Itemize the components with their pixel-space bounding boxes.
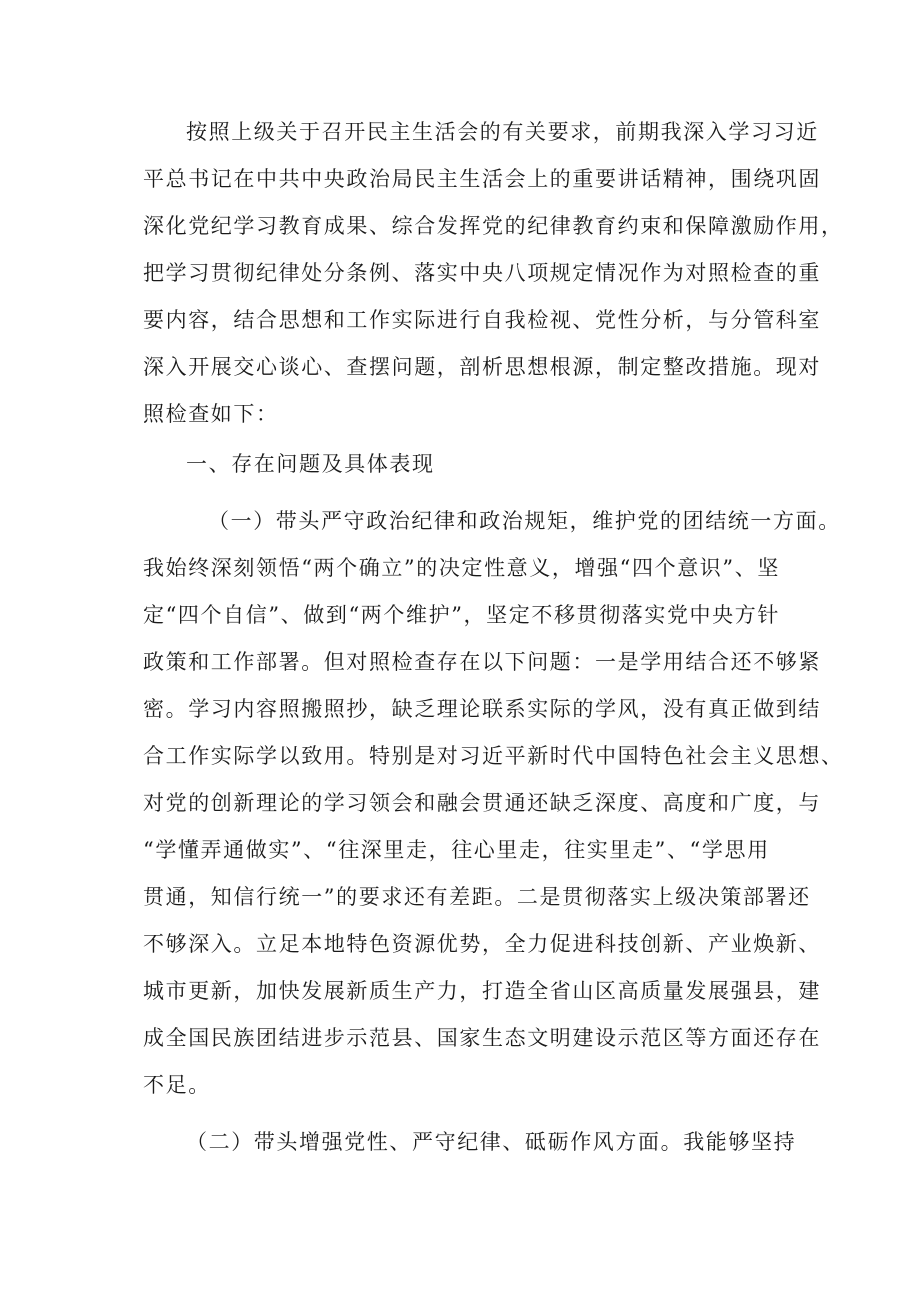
paragraph-line: 政策和工作部署。但对照检查存在以下问题：一是学用结合还不够紧 — [143, 650, 821, 674]
paragraph-line: 密。学习内容照搬照抄，缺乏理论联系实际的学风，没有真正做到结 — [143, 697, 821, 721]
subsection-heading: （二）带头增强党性、严守纪律、砥砺作风方面。我能够坚持 — [186, 1130, 797, 1154]
intro-line: 深入开展交心谈心、查摆问题，剖析思想根源，制定整改措施。现对 — [143, 355, 821, 379]
intro-line: 要内容，结合思想和工作实际进行自我检视、党性分析，与分管科室 — [143, 308, 821, 332]
paragraph-line: 合工作实际学以致用。特别是对习近平新时代中国特色社会主义思想、 — [143, 744, 844, 768]
paragraph-line: 定“四个自信”、做到“两个维护”，坚定不移贯彻落实党中央方针 — [143, 603, 780, 627]
intro-line: 平总书记在中共中央政治局民主生活会上的重要讲话精神，围绕巩固 — [143, 167, 821, 191]
intro-line: 深化党纪学习教育成果、综合发挥党的纪律教育约束和保障激励作用， — [143, 214, 844, 238]
intro-line: 按照上级关于召开民主生活会的有关要求，前期我深入学习习近 — [186, 120, 819, 144]
paragraph-line: 对党的创新理论的学习领会和融会贯通还缺乏深度、高度和广度，与 — [143, 791, 821, 815]
intro-line: 把学习贯彻纪律处分条例、落实中央八项规定情况作为对照检查的重 — [143, 261, 821, 285]
paragraph-line: “学懂弄通做实”、“往深里走，往心里走，往实里走”、“学思用 — [143, 838, 770, 862]
paragraph-line: 我始终深刻领悟“两个确立”的决定性意义，增强“四个意识”、坚 — [143, 556, 780, 580]
paragraph-line: 不够深入。立足本地特色资源优势，全力促进科技创新、产业焕新、 — [143, 932, 821, 956]
section-heading: 一、存在问题及具体表现 — [186, 452, 435, 476]
intro-line: 照检查如下： — [143, 402, 279, 426]
paragraph-line: 成全国民族团结进步示范县、国家生态文明建设示范区等方面还存在 — [143, 1026, 821, 1050]
paragraph-line: 城市更新，加快发展新质生产力，打造全省山区高质量发展强县，建 — [143, 979, 821, 1003]
paragraph-line: 不足。 — [143, 1073, 211, 1097]
subsection-heading: （一）带头严守政治纪律和政治规矩，维护党的团结统一方面。 — [208, 509, 841, 533]
paragraph-line: 贯通，知信行统一”的要求还有差距。二是贯彻落实上级决策部署还 — [143, 885, 811, 909]
